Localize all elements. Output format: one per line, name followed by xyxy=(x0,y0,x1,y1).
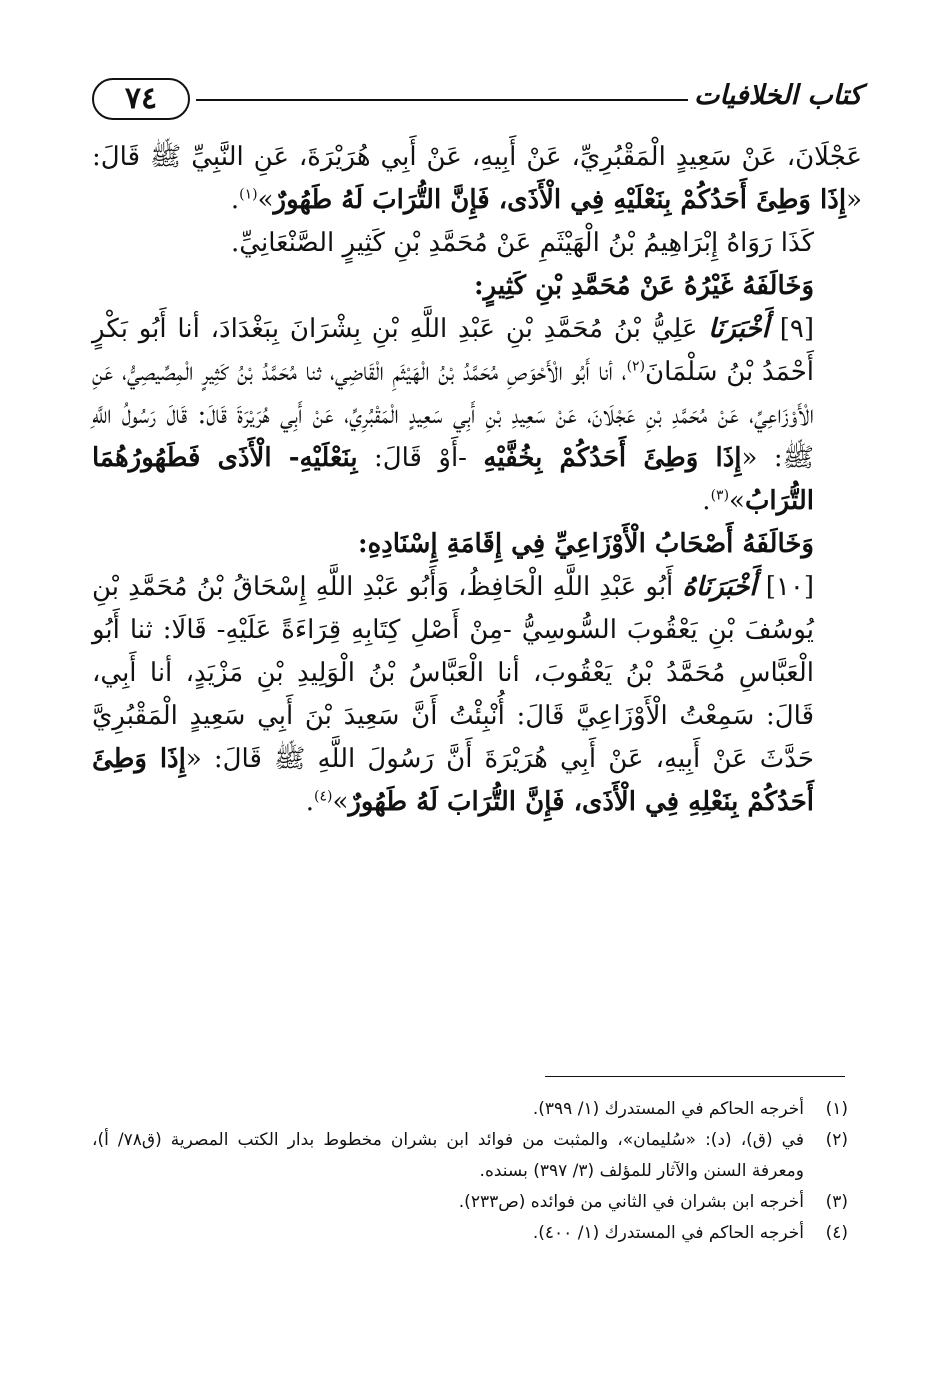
footnote-ref-4[interactable]: (٤) xyxy=(313,788,333,805)
hadith-text: بِنَعْلَيْهِ- الْأَذَى فَطَهُورُهُمَا التُّرَابُ xyxy=(92,443,814,516)
hadith-text: إِذَا وَطِئَ أَحَدُكُمْ بِنَعْلِهِ فِي الْأَذَى، فَإِنَّ التُّرَابَ لَهُ طَهُورٌ xyxy=(92,744,814,817)
paragraph-1 xyxy=(92,136,862,222)
main-text xyxy=(92,136,862,824)
footnote-ref-3[interactable]: (٣) xyxy=(710,487,730,504)
header-rule xyxy=(196,99,688,101)
text-run: » xyxy=(257,185,274,215)
text-run: عَجْلَانَ، عَنْ سَعِيدٍ الْمَقْبُرِيِّ، عَنْ أَبِيهِ، عَنْ أَبِي هُرَيْرَةَ، عَنِ النَّبِيِّ ﷺ قَالَ: « xyxy=(92,142,862,215)
footnote-text: أخرجه ابن بشران في الثاني من فوائده (ص٢٣٣). xyxy=(458,1192,804,1212)
footnotes xyxy=(92,1094,848,1249)
text-run: » xyxy=(729,486,745,516)
footnote-1 xyxy=(92,1094,848,1125)
section-heading-2: وَخَالَفَهُ أَصْحَابُ الْأَوْزَاعِيِّ فِي إِقَامَةِ إِسْنَادِهِ: xyxy=(358,529,814,559)
text-run: . xyxy=(230,185,240,215)
footnote-ref-1[interactable]: (١) xyxy=(239,186,258,203)
text-run: -أَوْ قَالَ: xyxy=(357,443,484,473)
footnote-number: (١) xyxy=(825,1099,848,1119)
hadith-text: إِذَا وَطِئَ أَحَدُكُمْ بِخُفَّيْهِ xyxy=(483,443,742,473)
footnote-4 xyxy=(92,1218,848,1249)
page-number: ٧٤ xyxy=(92,78,190,120)
footnote-number: (٢) xyxy=(825,1130,848,1150)
text-run: . xyxy=(702,486,711,516)
footnote-text: أخرجه الحاكم في المستدرك (١/ ٤٠٠). xyxy=(532,1223,804,1243)
text-run: أَبُو عَبْدِ اللَّهِ الْحَافِظُ، وَأَبُو عَبْدِ اللَّهِ إِسْحَاقُ بْنُ مُحَمَّدِ بْنِ يُوسُفَ بْنِ يَعْقُوبَ السُّوسِيُّ -مِنْ أَصْلِ كِتَابِهِ قِرَاءَةً عَلَيْهِ- قَالَا: ثنا أَبُو الْعَبَّاسِ مُحَمَّدُ بْنُ يَعْقُوبَ، أنا الْعَبَّاسُ بْنُ الْوَلِيدِ بْنِ مَزْيَدٍ، أنا أَبِي، قَالَ: سَمِعْتُ الْأَوْزَاعِيَّ قَالَ: أُنْبِئْتُ أَنَّ سَعِيدَ بْنَ أَبِي سَعِيدٍ الْمَقْبُرِيَّ حَدَّثَ عَنْ أَبِيهِ، عَنْ أَبِي هُرَيْرَةَ أَنَّ رَسُولَ اللَّهِ ﷺ قَالَ: « xyxy=(92,572,814,774)
footnote-2 xyxy=(92,1125,848,1187)
hadith-text: إِذَا وَطِئَ أَحَدُكُمْ بِنَعْلَيْهِ فِي الْأَذَى، فَإِنَّ التُّرَابَ لَهُ طَهُورٌ xyxy=(273,185,847,215)
footnote-ref-2[interactable]: (٢) xyxy=(626,358,646,375)
narration-10 xyxy=(92,566,862,824)
text-run: » xyxy=(332,787,349,817)
footnote-number: (٣) xyxy=(825,1192,848,1212)
footnote-text: أخرجه الحاكم في المستدرك (١/ ٣٩٩). xyxy=(532,1099,804,1119)
paragraph-2: كَذَا رَوَاهُ إِبْرَاهِيمُ بْنُ الْهَيْثَمِ عَنْ مُحَمَّدِ بْنِ كَثِيرٍ الصَّنْعَانِيِّ. xyxy=(231,228,814,258)
text-run: عَلِيُّ بْنُ مُحَمَّدِ بْنِ عَبْدِ اللَّهِ بْنِ بِشْرَانَ بِبَغْدَادَ، أنا أَبُو بَكْرٍ أَحْمَدُ بْنُ سَلْمَانَ xyxy=(92,314,814,387)
footnote-separator xyxy=(545,1076,845,1077)
text-run: . xyxy=(305,787,314,817)
page-header xyxy=(92,74,862,126)
narration-number: [١٠] xyxy=(765,572,815,602)
footnote-3 xyxy=(92,1187,848,1218)
narration-keyword: أَخْبَرَنَا xyxy=(708,314,769,344)
narration-number: [٩] xyxy=(779,314,814,344)
footnote-text: في (ق)، (د): «سُليمان»، والمثبت من فوائد ابن بشران مخطوط بدار الكتب المصرية (ق٧٨/ أ)، ومعرفة السنن والآثار للمؤلف (٣/ ٣٩٧) بسنده. xyxy=(92,1130,804,1181)
section-heading-1: وَخَالَفَهُ غَيْرُهُ عَنْ مُحَمَّدِ بْنِ كَثِيرٍ: xyxy=(474,271,814,301)
footnote-number: (٤) xyxy=(825,1223,848,1243)
narration-keyword: أَخْبَرَنَاهُ xyxy=(682,572,757,602)
book-title: كتاب الخلافيات xyxy=(693,80,862,111)
narration-9 xyxy=(92,308,862,523)
text-run: ، أنا أَبُو الْأَحْوَصِ مُحَمَّدُ بْنُ الْهَيْثَمِ الْقَاضِي، ثنا مُحَمَّدُ بْنُ كَثِيرٍ الْمِصِّيصِيُّ، عَنِ الْأَوْزَاعِيِّ، عَنْ مُحَمَّدِ بْنِ عَجْلَانَ، عَنْ سَعِيدِ بْنِ أَبِي سَعِيدٍ الْمَقْبُرِيِّ، عَنْ أَبِي هُرَيْرَةَ قَالَ: قَالَ رَسُولُ اللَّهِ ﷺ: « xyxy=(92,357,814,473)
